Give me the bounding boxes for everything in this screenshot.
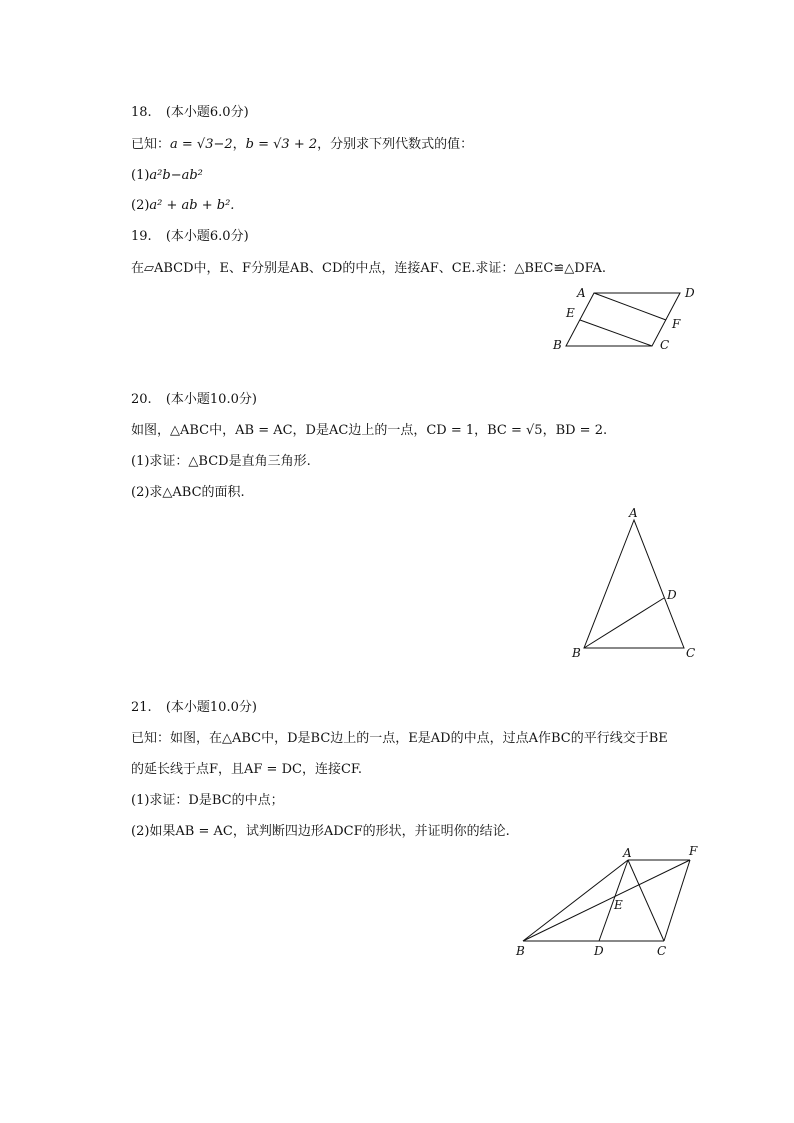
q18-sep: ，	[232, 137, 246, 152]
q19-label-C: C	[660, 338, 670, 352]
q19-label-F: F	[672, 317, 681, 331]
q19-label-B: B	[553, 338, 562, 352]
q21-label-F: F	[689, 844, 698, 858]
q20-part2: (2)求△ABC的面积.	[131, 485, 245, 500]
q21-segment-AD	[599, 860, 628, 941]
q21-segment-AC	[628, 860, 664, 941]
q18-b-def: b = √3 + 2	[245, 137, 318, 152]
q19-header	[131, 228, 249, 246]
q19-label-E: E	[566, 306, 575, 320]
q20-label-B: B	[572, 646, 581, 660]
q21-part2: (2)如果AB = AC，试判断四边形ADCF的形状，并证明你的结论.	[131, 824, 510, 839]
q19-text: 在▱ABCD中，E、F分别是AB、CD的中点，连接AF、CE.求证：△BEC≌△DFA.	[131, 261, 607, 276]
q21-text-line2: 的延长线于点F，且AF = DC，连接CF.	[131, 762, 363, 777]
q21-label-A: A	[623, 846, 632, 860]
q21-number: 21.	[131, 700, 152, 715]
q19-figure	[552, 286, 695, 352]
q18-part2	[131, 197, 234, 215]
q21-figure	[515, 844, 698, 958]
q19-parallelogram	[566, 293, 680, 346]
q19-segment-AF	[594, 293, 666, 320]
q19-label-A: A	[577, 286, 586, 300]
q21-segment-AB	[523, 860, 628, 941]
q18-part1	[131, 167, 203, 185]
q21-segment-BF	[523, 860, 690, 941]
q20-text: 如图，△ABC中，AB = AC，D是AC边上的一点，CD = 1，BC = √5，BD = 2.	[131, 423, 608, 438]
q18-header	[131, 104, 249, 122]
q20-header	[131, 391, 257, 409]
q21-header	[131, 699, 257, 717]
q18-part2-label: (2)	[131, 198, 150, 213]
q20-part1: (1)求证：△BCD是直角三角形.	[131, 454, 311, 469]
q18-part2-expr: a² + ab + b².	[149, 198, 235, 213]
q20-figure	[571, 506, 695, 660]
q18-number: 18.	[131, 105, 152, 120]
q20-points: (本小题10.0分)	[165, 392, 257, 407]
q20-segment-BD	[584, 598, 664, 648]
q21-label-D: D	[594, 944, 604, 958]
q21-label-E: E	[614, 898, 623, 912]
q21-text-line1: 已知：如图，在△ABC中，D是BC边上的一点，E是AD的中点，过点A作BC的平行线交于BE	[131, 731, 668, 746]
q19-segment-EC	[580, 320, 652, 346]
q19-points: (本小题6.0分)	[165, 229, 249, 244]
q21-label-C: C	[657, 944, 667, 958]
q21-label-B: B	[516, 944, 525, 958]
q21-segment-CF	[664, 860, 690, 941]
q20-label-A: A	[629, 506, 638, 520]
q18-prompt-prefix: 已知：	[131, 137, 171, 152]
q18-prompt-suffix: ，分别求下列代数式的值：	[317, 137, 474, 152]
q18-points: (本小题6.0分)	[165, 105, 249, 120]
q18-prompt	[131, 136, 473, 154]
q19-number: 19.	[131, 229, 152, 244]
q19-label-D: D	[685, 286, 695, 300]
q18-part1-label: (1)	[131, 168, 150, 183]
q18-part1-expr: a²b−ab²	[149, 168, 203, 183]
q20-label-C: C	[686, 646, 696, 660]
q21-points: (本小题10.0分)	[165, 700, 257, 715]
q20-label-D: D	[667, 588, 677, 602]
q18-a-def: a = √3−2	[170, 137, 233, 152]
q20-triangle-ABC	[584, 520, 684, 648]
q21-part1: (1)求证：D是BC的中点；	[131, 793, 284, 808]
q20-number: 20.	[131, 392, 152, 407]
